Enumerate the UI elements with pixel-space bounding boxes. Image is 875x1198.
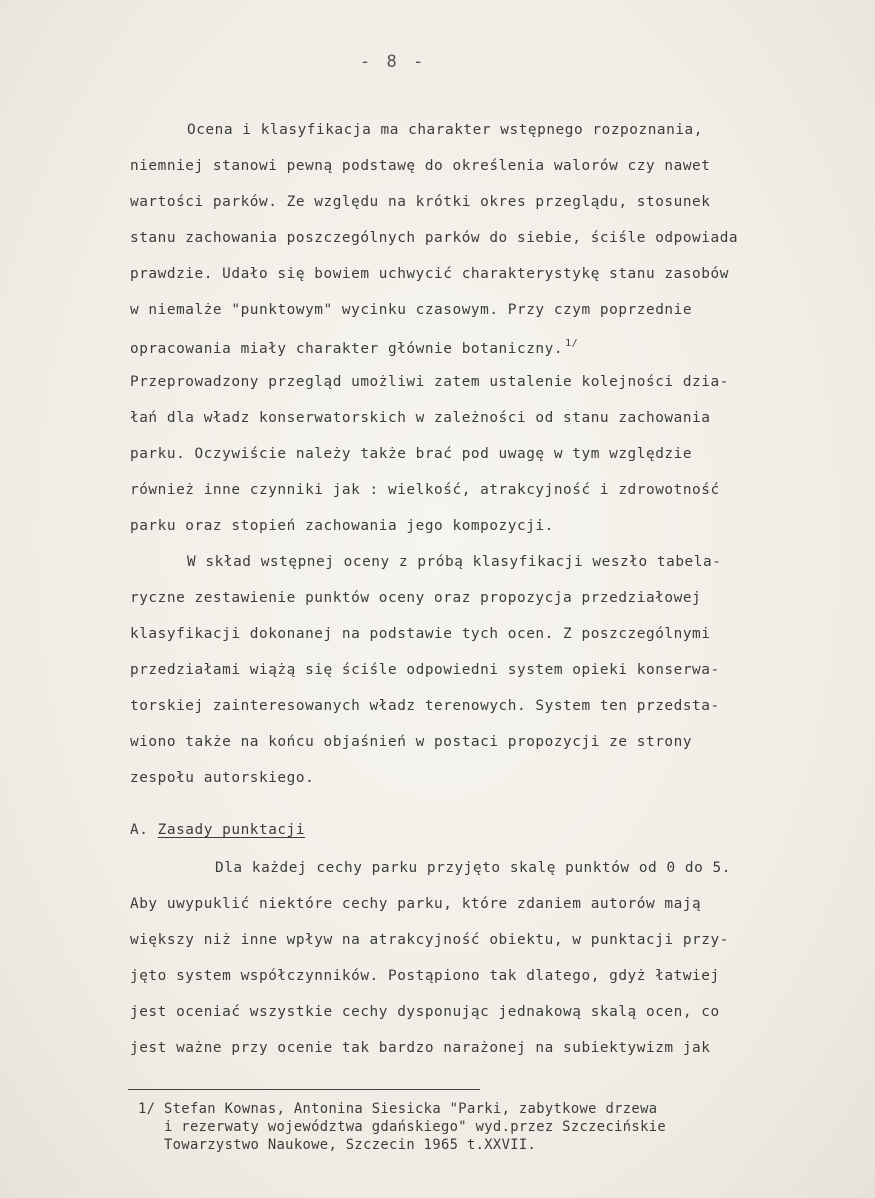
footnote-reference: 1/ — [565, 338, 579, 349]
text-line: Ocena i klasyfikacja ma charakter wstępnego rozpoznania, — [187, 122, 703, 138]
text-line: w niemalże "punktowym" wycinku czasowym. Przy czym poprzednie — [130, 302, 693, 318]
text-line: łań dla władz konserwatorskich w zależności od stanu zachowania — [130, 410, 711, 426]
text-line: klasyfikacji dokonanej na podstawie tych ocen. Z poszczególnymi — [130, 626, 711, 642]
text-line: przedziałami wiążą się ściśle odpowiedni system opieki konserwa- — [130, 662, 720, 678]
text-line: parku. Oczywiście należy także brać pod uwagę w tym względzie — [130, 446, 693, 462]
section-heading-prefix: A. — [130, 822, 149, 838]
text-line: zespołu autorskiego. — [130, 770, 315, 786]
text-line: ryczne zestawienie punktów oceny oraz propozycja przedziałowej — [130, 590, 702, 606]
text-line: torskiej zainteresowanych władz terenowych. System ten przedsta- — [130, 698, 720, 714]
footnote-line: 1/ Stefan Kownas, Antonina Siesicka "Parki, zabytkowe drzewa — [138, 1101, 658, 1117]
text-line: Przeprowadzony przegląd umożliwi zatem ustalenie kolejności dzia- — [130, 374, 729, 390]
text-line: Aby uwypuklić niektóre cechy parku, które zdaniem autorów mają — [130, 896, 702, 912]
footnote-separator — [128, 1089, 480, 1090]
text-line: W skład wstępnej oceny z próbą klasyfikacji weszło tabela- — [187, 554, 722, 570]
footnote-line: Towarzystwo Naukowe, Szczecin 1965 t.XXVII. — [138, 1137, 537, 1153]
section-heading — [130, 822, 305, 838]
text-line: również inne czynniki jak : wielkość, atrakcyjność i zdrowotność — [130, 482, 720, 498]
footnote-line: i rezerwaty województwa gdańskiego" wyd.przez Szczecińskie — [138, 1119, 667, 1135]
text-line: stanu zachowania poszczególnych parków do siebie, ściśle odpowiada — [130, 230, 739, 246]
text-line: jest ważne przy ocenie tak bardzo narażonej na subiektywizm jak — [130, 1040, 711, 1056]
text-line: wartości parków. Ze względu na krótki okres przeglądu, stosunek — [130, 194, 711, 210]
text-line: Dla każdej cechy parku przyjęto skalę punktów od 0 do 5. — [215, 860, 731, 876]
text-line: prawdzie. Udało się bowiem uchwycić charakterystykę stanu zasobów — [130, 266, 729, 282]
section-heading-title: Zasady punktacji — [157, 822, 306, 838]
text-line: jęto system współczynników. Postąpiono tak dlatego, gdyż łatwiej — [130, 968, 720, 984]
text-span: opracowania miały charakter głównie botaniczny. — [130, 341, 564, 357]
text-line: parku oraz stopień zachowania jego kompozycji. — [130, 518, 554, 534]
text-line — [130, 338, 578, 357]
text-line: niemniej stanowi pewną podstawę do określenia walorów czy nawet — [130, 158, 711, 174]
text-line: większy niż inne wpływ na atrakcyjność obiektu, w punktacji przy- — [130, 932, 729, 948]
text-line: wiono także na końcu objaśnień w postaci propozycji ze strony — [130, 734, 693, 750]
page-number: - 8 - — [360, 52, 427, 72]
text-line: jest oceniać wszystkie cechy dysponując jednakową skalą ocen, co — [130, 1004, 720, 1020]
